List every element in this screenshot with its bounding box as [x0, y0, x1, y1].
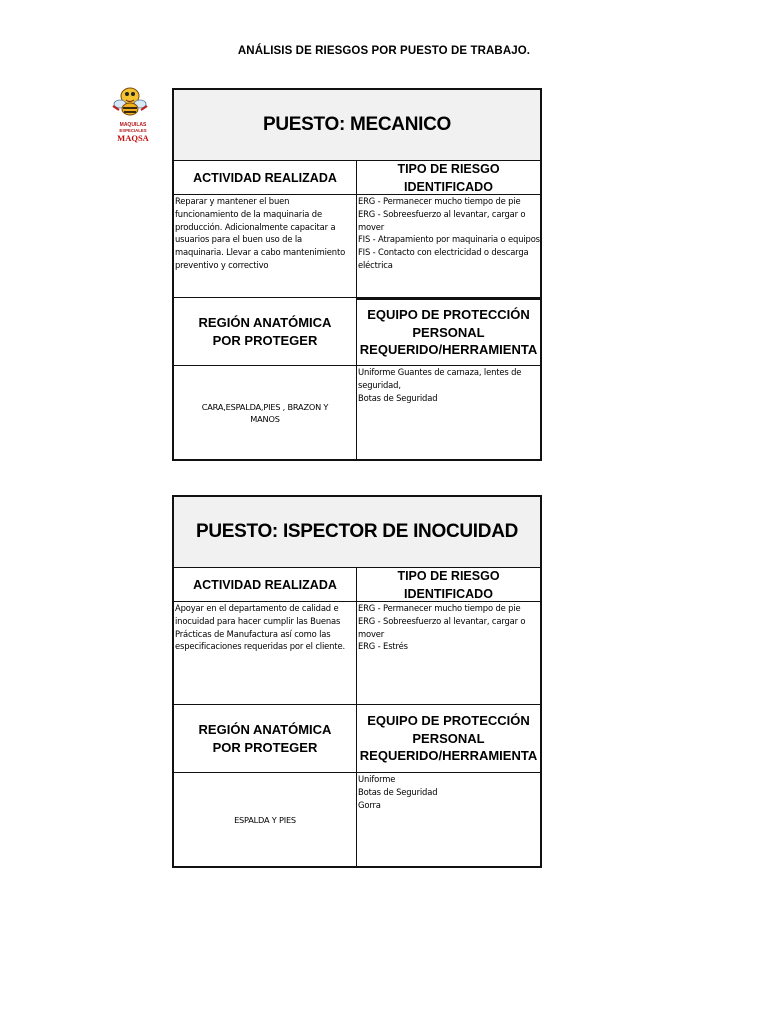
tipo-riesgo-header	[357, 568, 540, 601]
actividad-riesgo-row	[174, 602, 540, 705]
equipo-line: Gorra	[358, 799, 381, 810]
equipo-header	[357, 705, 540, 772]
region-header	[174, 298, 357, 365]
riesgo-line: FIS - Contacto con electricidad o descarga	[358, 247, 529, 258]
region-equipo-header-row	[174, 298, 540, 366]
equipo-header-line2: PERSONAL	[412, 324, 485, 340]
equipo-line: Botas de Seguridad	[358, 392, 438, 403]
region-equipo-row	[174, 773, 540, 868]
actividad-line: preventivo y correctivo	[175, 259, 269, 270]
logo-brand: MAQSA	[117, 133, 149, 143]
actividad-line: funcionamiento de la maquinaria de	[175, 208, 322, 219]
tipo-riesgo-header	[357, 161, 540, 194]
equipo-header	[357, 298, 540, 365]
riesgo-line: FIS - Atrapamiento por maquinaria o equipos	[358, 234, 540, 245]
region-header-line1: REGIÓN ANATÓMICA	[198, 315, 332, 330]
region-text: CARA,ESPALDA,PIES , BRAZON Y MANOS	[174, 366, 357, 461]
tipo-riesgo-header-line1: TIPO DE RIESGO	[397, 161, 500, 176]
region-header-line2: POR PROTEGER	[212, 739, 318, 755]
actividad-text	[174, 195, 357, 297]
actividad-header: ACTIVIDAD REALIZADA	[174, 161, 357, 194]
actividad-line: Apoyar en el departamento de calidad e	[175, 603, 339, 613]
riesgo-line: ERG - Sobreesfuerzo al levantar, cargar o	[358, 208, 526, 219]
equipo-header-line1: EQUIPO DE PROTECCIÓN	[367, 307, 530, 323]
riesgo-line: ERG - Sobreesfuerzo al levantar, cargar o	[358, 615, 526, 626]
logo-line2: ESPECIALES	[119, 128, 147, 133]
header-row	[174, 161, 540, 195]
equipo-header-line3: REQUERIDO/HERRAMIENTA	[359, 748, 538, 764]
actividad-riesgo-row	[174, 195, 540, 298]
riesgo-line: mover	[358, 221, 385, 232]
puesto-title: PUESTO: ISPECTOR DE INOCUIDAD	[174, 497, 540, 568]
tipo-riesgo-header-line2: IDENTIFICADO	[404, 179, 493, 194]
region-header	[174, 705, 357, 772]
region-equipo-header-row	[174, 705, 540, 773]
riesgo-line: ERG - Permanecer mucho tiempo de pie	[358, 196, 521, 206]
equipo-header-line3: REQUERIDO/HERRAMIENTA	[359, 342, 538, 358]
region-text: ESPALDA Y PIES	[174, 773, 357, 868]
actividad-line: especificaciones requeridas por el cliente.	[175, 641, 345, 652]
equipo-text	[357, 773, 540, 868]
actividad-line: Reparar y mantener el buen	[175, 196, 290, 206]
logo-line1: MAQUILAS	[119, 122, 147, 128]
tipo-riesgo-header-line2: IDENTIFICADO	[404, 586, 493, 601]
equipo-line: Uniforme	[358, 774, 396, 784]
riesgos-text	[357, 195, 540, 297]
riesgos-text	[357, 602, 540, 704]
riesgo-line: ERG - Estrés	[358, 641, 408, 652]
riesgo-line: eléctrica	[358, 259, 393, 270]
riesgo-line: ERG - Permanecer mucho tiempo de pie	[358, 603, 521, 613]
actividad-text	[174, 602, 357, 704]
puesto-card-mecanico	[172, 88, 542, 461]
actividad-line: producción. Adicionalmente capacitar a	[175, 221, 336, 232]
actividad-line: Prácticas de Manufactura así como las	[175, 628, 331, 639]
maqsa-logo	[106, 82, 160, 144]
actividad-line: maquinaria. Llevar a cabo mantenimiento	[175, 247, 346, 258]
puesto-card-inspector	[172, 495, 542, 868]
tipo-riesgo-header-line1: TIPO DE RIESGO	[397, 568, 500, 583]
actividad-header: ACTIVIDAD REALIZADA	[174, 568, 357, 601]
equipo-line: Botas de Seguridad	[358, 786, 438, 797]
equipo-line: seguridad,	[358, 379, 401, 390]
actividad-line: usuarios para el buen uso de la	[175, 234, 303, 245]
actividad-line: inocuidad para hacer cumplir las Buenas	[175, 615, 341, 626]
equipo-header-line1: EQUIPO DE PROTECCIÓN	[367, 713, 530, 729]
riesgo-line: mover	[358, 628, 385, 639]
header-row	[174, 568, 540, 602]
equipo-text	[357, 366, 540, 461]
puesto-title: PUESTO: MECANICO	[174, 90, 540, 161]
document-title: ANÁLISIS DE RIESGOS POR PUESTO DE TRABAJO.	[237, 45, 531, 57]
region-header-line1: REGIÓN ANATÓMICA	[198, 722, 332, 737]
equipo-line: Uniforme Guantes de carnaza, lentes de	[358, 367, 522, 377]
region-header-line2: POR PROTEGER	[212, 332, 318, 348]
region-equipo-row	[174, 366, 540, 461]
equipo-header-line2: PERSONAL	[412, 730, 485, 746]
